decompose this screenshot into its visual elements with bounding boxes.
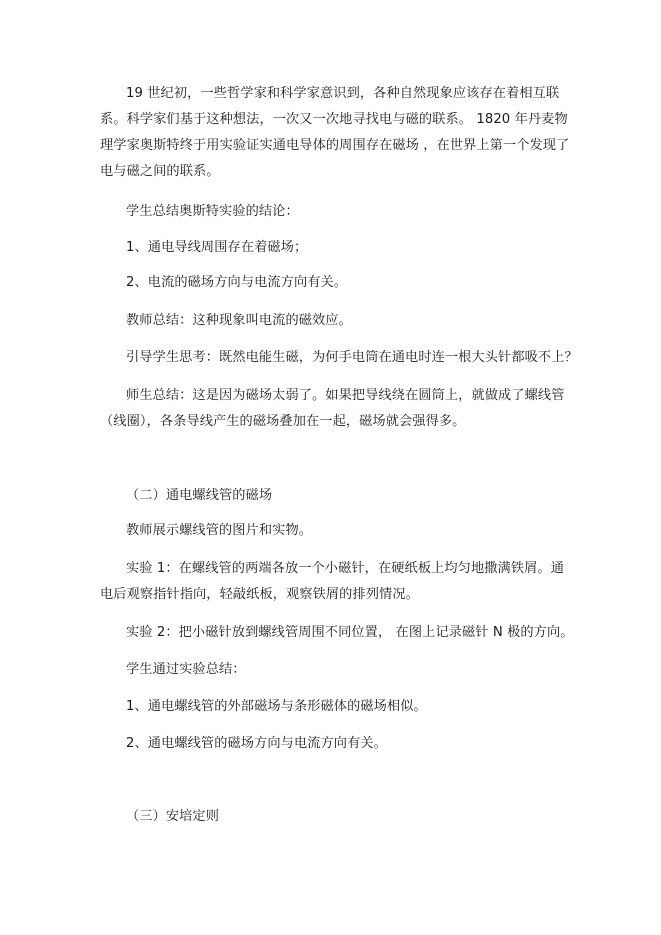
paragraph-teacher-summary: 教师总结：这种现象叫电流的磁效应。	[126, 313, 352, 328]
section-heading-ampere-rule: （三）安培定则	[126, 809, 220, 824]
paragraph-conclusion-2: 2、电流的磁场方向与电流方向有关。	[126, 275, 348, 290]
paragraph-experiment-1-line-1: 实验 1：在螺线管的两端各放一个小磁针，在硬纸板上均匀地撒满铁屑。通	[126, 561, 564, 576]
paragraph-guide-question: 引导学生思考：既然电能生磁，为何手电筒在通电时连一根大头针都吸不上？	[126, 350, 578, 365]
paragraph-experiment-2: 实验 2：把小磁针放到螺线管周围不同位置， 在图上记录磁针 N 极的方向。	[126, 625, 574, 640]
paragraph-joint-summary-line-2: （线圈），各条导线产生的磁场叠加在一起，磁场就会强得多。	[100, 414, 466, 429]
paragraph-experiment-1-line-2: 电后观察指针指向，轻敲纸板，观察铁屑的排列情况。	[100, 587, 419, 602]
paragraph-solenoid-conclusion-1: 1、通电螺线管的外部磁场与条形磁体的磁场相似。	[126, 699, 427, 714]
paragraph-student-conclusion-heading: 学生总结奥斯特实验的结论：	[126, 204, 299, 219]
paragraph-conclusion-1: 1、通电导线周围存在着磁场；	[126, 240, 308, 255]
paragraph-history-line-1: 19 世纪初，一些哲学家和科学家意识到，各种自然现象应该存在着相互联	[126, 86, 560, 101]
section-heading-solenoid-field: （二）通电螺线管的磁场	[126, 488, 273, 503]
paragraph-history-line-4: 电与磁之间的联系。	[100, 164, 220, 179]
paragraph-solenoid-conclusion-2: 2、通电螺线管的磁场方向与电流方向有关。	[126, 736, 387, 751]
paragraph-history-line-2: 系。科学家们基于这种想法，一次又一次地寻找电与磁的联系。 1820 年丹麦物	[100, 112, 568, 127]
paragraph-student-experiment-summary: 学生通过实验总结：	[126, 662, 246, 677]
paragraph-history-line-3: 理学家奥斯特终于用实验证实通电导体的周围存在磁场 ，在世界上第一个发现了	[100, 138, 570, 153]
paragraph-teacher-display: 教师展示螺线管的图片和实物。	[126, 523, 313, 538]
paragraph-joint-summary-line-1: 师生总结：这是因为磁场太弱了。如果把导线绕在圆筒上，就做成了螺线管	[126, 388, 565, 403]
